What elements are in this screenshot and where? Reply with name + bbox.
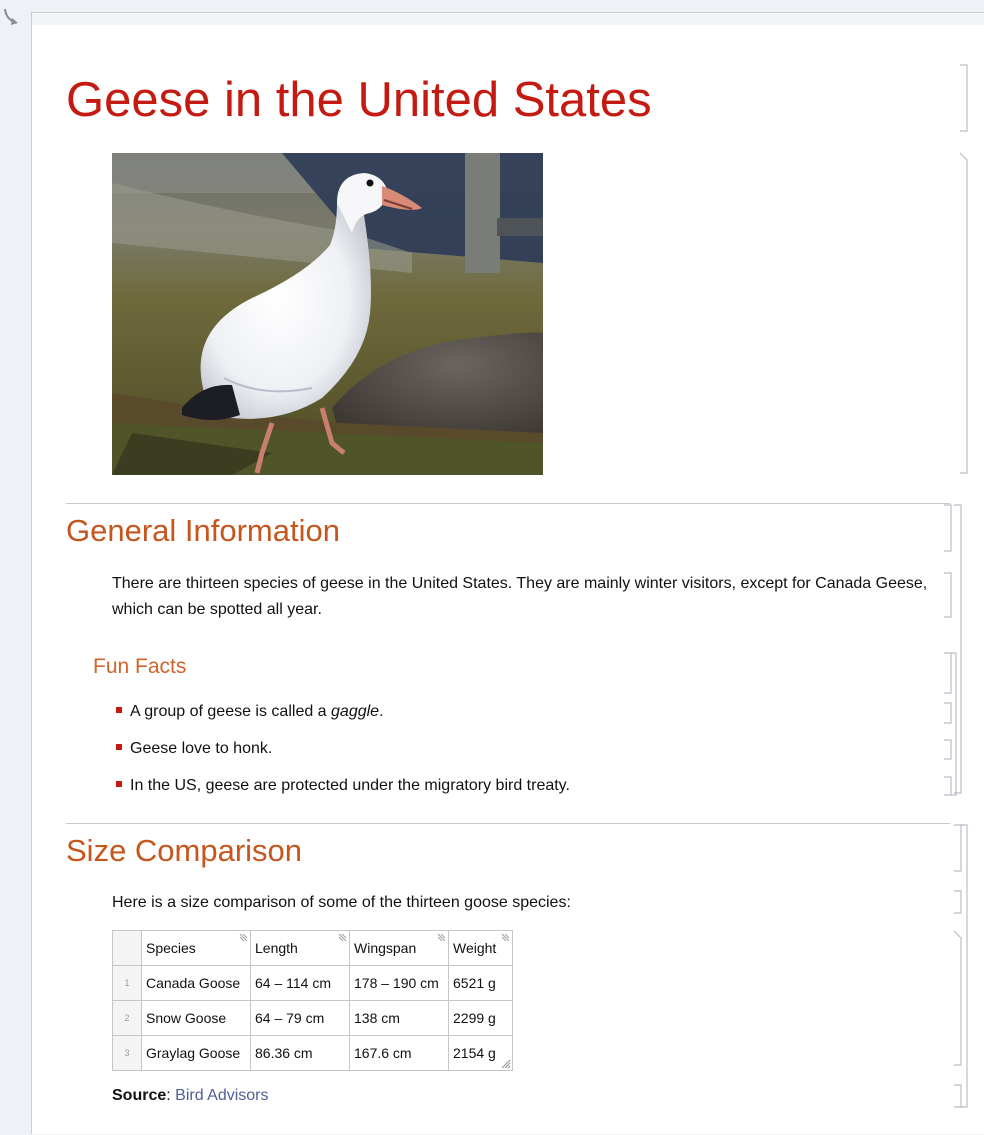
size-comparison-table[interactable] — [112, 930, 513, 1071]
cell-bracket-fun-outer — [949, 653, 956, 795]
fun-fact-text-end: . — [379, 703, 384, 720]
section-divider-general — [66, 503, 950, 504]
page-title: Geese in the United States — [66, 73, 652, 127]
cell-bracket-size-intro — [954, 891, 961, 913]
source-link[interactable]: Bird Advisors — [175, 1087, 269, 1104]
fun-fact-item-1 — [116, 703, 384, 721]
table-corner-cell — [113, 931, 142, 966]
cell-weight[interactable]: 6521 g — [449, 966, 513, 1001]
resize-grip-icon[interactable] — [500, 1058, 511, 1069]
cell-bracket-general-outer — [954, 505, 961, 793]
cell-bracket-fact-2 — [944, 740, 951, 759]
cell-weight-value: 2154 g — [453, 1045, 496, 1061]
column-header-label: Species — [146, 940, 196, 956]
cell-bracket-fact-3 — [944, 777, 951, 795]
notebook-document — [31, 12, 984, 1134]
row-number: 1 — [113, 966, 142, 1001]
cell-weight[interactable]: 2299 g — [449, 1001, 513, 1036]
sort-icon[interactable] — [501, 933, 510, 942]
column-header-label: Wingspan — [354, 940, 417, 956]
fun-fact-text: Geese love to honk. — [130, 740, 273, 757]
source-separator: : — [166, 1087, 176, 1104]
bullet-marker-icon — [116, 707, 122, 713]
cell-bracket-fact-1 — [944, 703, 951, 723]
cell-weight[interactable] — [449, 1036, 513, 1071]
cell-bracket-table — [954, 931, 961, 1065]
table-row — [113, 1036, 513, 1071]
row-number: 2 — [113, 1001, 142, 1036]
column-header-wingspan[interactable] — [350, 931, 449, 966]
column-header-label: Length — [255, 940, 298, 956]
fun-fact-item-3 — [116, 777, 570, 795]
notebook-top-strip — [32, 13, 984, 25]
cell-bracket-size-outer — [960, 825, 967, 1107]
sort-icon[interactable] — [437, 933, 446, 942]
cell-bracket-general-heading — [944, 505, 951, 551]
fun-fact-text: A group of geese is called a — [130, 703, 332, 720]
column-header-weight[interactable] — [449, 931, 513, 966]
bullet-marker-icon — [116, 781, 122, 787]
cell-species[interactable]: Snow Goose — [142, 1001, 251, 1036]
column-header-length[interactable] — [251, 931, 350, 966]
cell-length[interactable]: 64 – 114 cm — [251, 966, 350, 1001]
fun-fact-emphasis: gaggle — [331, 703, 380, 720]
sort-icon[interactable] — [338, 933, 347, 942]
cell-wingspan[interactable]: 178 – 190 cm — [350, 966, 449, 1001]
cell-bracket-size-heading — [954, 825, 961, 871]
fun-fact-item-2 — [116, 740, 272, 758]
cell-bracket-photo — [960, 153, 967, 473]
source-label: Source — [112, 1087, 167, 1104]
column-header-label: Weight — [453, 940, 497, 956]
cell-bracket-general-text — [944, 573, 951, 617]
curved-arrow-icon[interactable] — [2, 6, 24, 28]
row-number: 3 — [113, 1036, 142, 1071]
section-heading-size: Size Comparison — [66, 833, 303, 868]
cell-bracket-title — [960, 65, 967, 131]
source-citation — [112, 1087, 269, 1105]
size-intro-paragraph: Here is a size comparison of some of the thirteen goose species: — [112, 894, 571, 911]
cell-length[interactable]: 64 – 79 cm — [251, 1001, 350, 1036]
table-row — [113, 1001, 513, 1036]
cell-wingspan[interactable]: 138 cm — [350, 1001, 449, 1036]
general-info-paragraph: There are thirteen species of geese in the United States. They are mainly winter visitors, except for Canada Geese, which can be spotted all year. — [112, 575, 928, 618]
table-header-row — [113, 931, 513, 966]
goose-photo — [112, 153, 543, 475]
cell-bracket-source — [954, 1085, 961, 1107]
section-divider-size — [66, 823, 950, 824]
table-row — [113, 966, 513, 1001]
cell-length[interactable]: 86.36 cm — [251, 1036, 350, 1071]
cell-bracket-fun-heading — [944, 653, 951, 693]
bullet-marker-icon — [116, 744, 122, 750]
sort-icon[interactable] — [239, 933, 248, 942]
subsection-heading-fun-facts: Fun Facts — [93, 655, 187, 678]
cell-species[interactable]: Graylag Goose — [142, 1036, 251, 1071]
section-heading-general: General Information — [66, 513, 340, 548]
column-header-species[interactable] — [142, 931, 251, 966]
fun-fact-text: In the US, geese are protected under the migratory bird treaty. — [130, 777, 570, 794]
cell-wingspan[interactable]: 167.6 cm — [350, 1036, 449, 1071]
cell-species[interactable]: Canada Goose — [142, 966, 251, 1001]
